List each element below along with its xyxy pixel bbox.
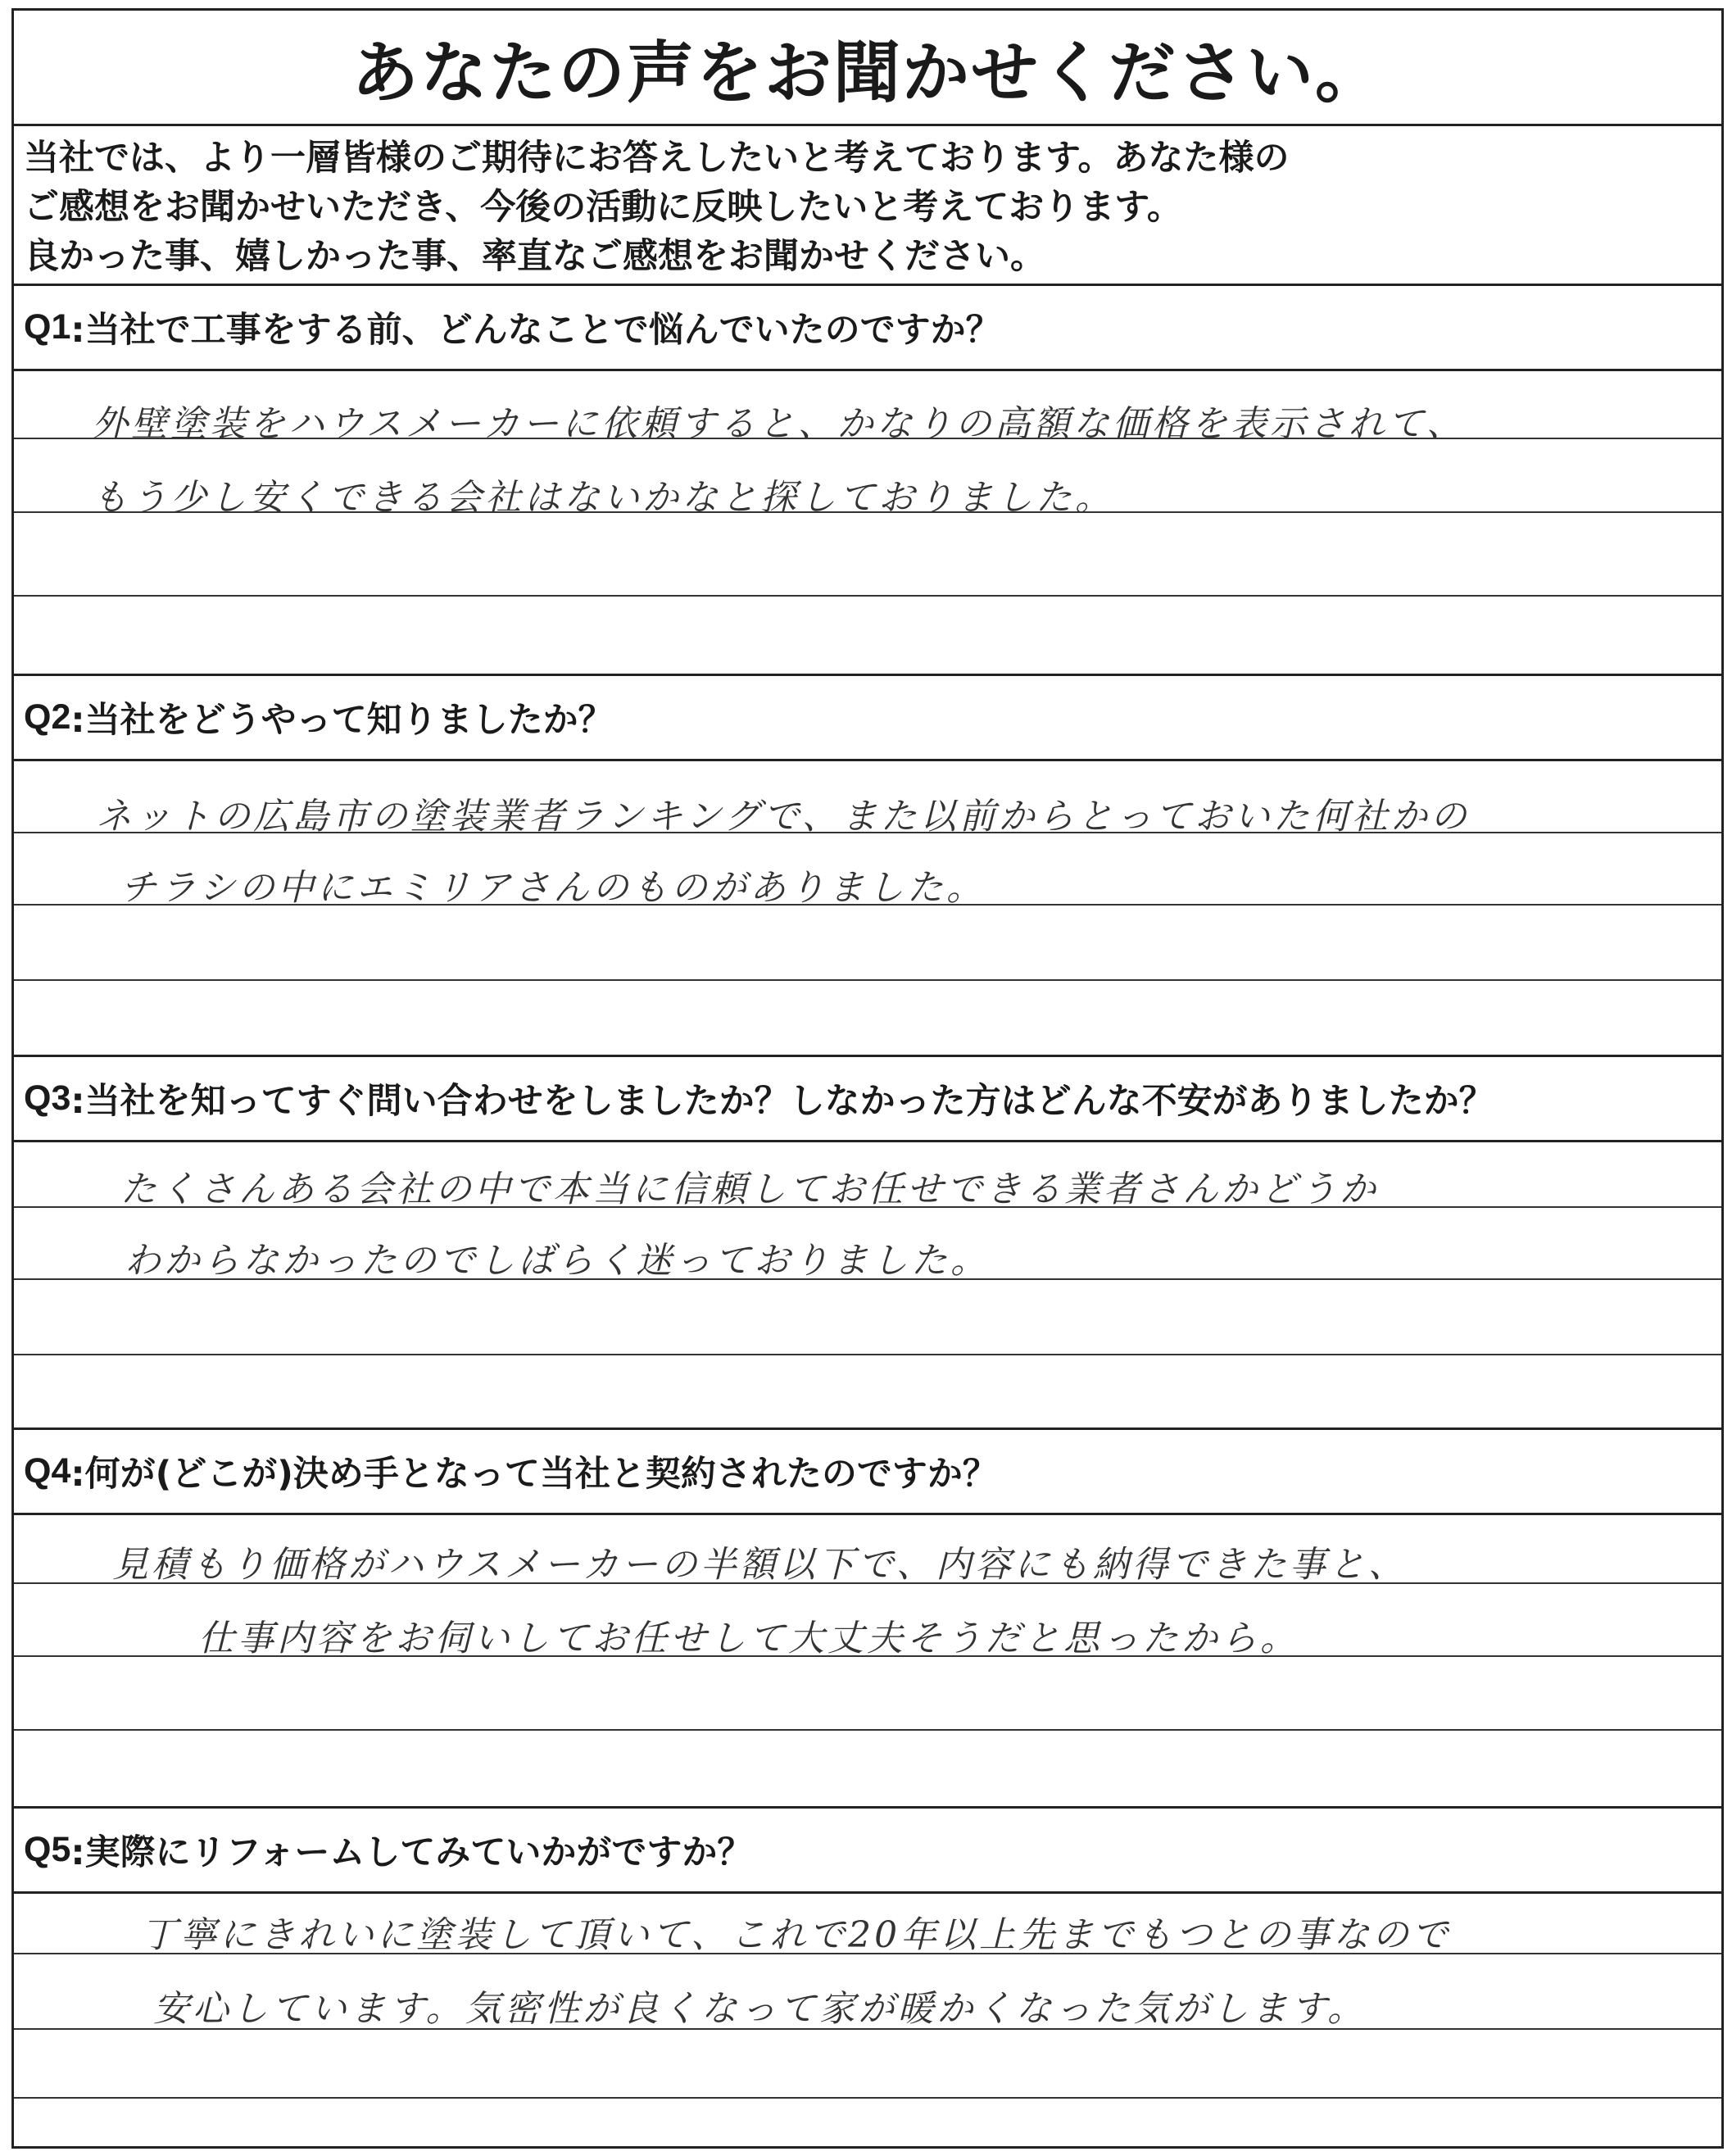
- question-heading: [14, 286, 1721, 371]
- question-text: :何が(どこが)決め手となって当社と契約されたのですか？: [70, 1454, 998, 1495]
- ruled-line: [14, 1354, 1721, 1355]
- question-section-q3: [14, 1057, 1721, 1430]
- question-section-q4: [14, 1430, 1721, 1809]
- handwritten-answer-line: わからなかったのでしばらく迷っておりました。: [125, 1240, 990, 1282]
- ruled-line: [14, 2097, 1721, 2099]
- ruled-line: [14, 1729, 1721, 1731]
- question-heading: [14, 1430, 1721, 1515]
- survey-form: [11, 8, 1724, 2149]
- intro-line: 当社では、より一層皆様のご期待にお答えしたいと考えております。あなた様の: [24, 138, 1290, 179]
- handwritten-answer-line: 見積もり価格がハウスメーカーの半額以下で、内容にも納得できた事と、: [112, 1544, 1408, 1586]
- question-heading: [14, 1057, 1721, 1142]
- ruled-line: [14, 832, 1721, 833]
- handwritten-answer-line: 仕事内容をお伺いしてお任せして大丈夫そうだと思ったから。: [198, 1618, 1299, 1659]
- question-number: Q5: [24, 1830, 71, 1869]
- ruled-line: [14, 1206, 1721, 1208]
- ruled-line: [14, 511, 1721, 513]
- question-heading: [14, 1809, 1721, 1894]
- handwritten-answer-line: ネットの広島市の塗装業者ランキングで、また以前からとっておいた何社かの: [96, 796, 1470, 837]
- ruled-line: [14, 1278, 1721, 1280]
- ruled-line: [14, 1953, 1721, 1954]
- ruled-line: [14, 595, 1721, 597]
- handwritten-answer-line: 外壁塗装をハウスメーカーに依頼すると、かなりの高額な価格を表示されて、: [92, 403, 1466, 445]
- handwritten-answer-line: 丁寧にきれいに塗装して頂いて、これで20年以上先までもつとの事なので: [141, 1914, 1452, 1956]
- handwritten-answer-line: 安心しています。気密性が良くなって家が暖かくなった気がします。: [153, 1988, 1367, 2030]
- question-section-q2: [14, 676, 1721, 1057]
- handwritten-answer-line: もう少し安くできる会社はないかなと探しておりました。: [92, 477, 1114, 519]
- question-heading: [14, 676, 1721, 761]
- ruled-line: [14, 979, 1721, 981]
- ruled-line: [14, 1582, 1721, 1584]
- intro-text: [14, 124, 1721, 286]
- question-text: :実際にリフォームしてみていかがですか？: [70, 1832, 753, 1873]
- intro-line: ご感想をお聞かせいただき、今後の活動に反映したいと考えております。: [24, 187, 1182, 228]
- handwritten-answer-line: チラシの中にエミリアさんのものがありました。: [120, 867, 986, 909]
- ruled-line: [14, 438, 1721, 439]
- ruled-line: [14, 904, 1721, 906]
- question-number: Q1: [24, 307, 71, 347]
- question-number: Q2: [24, 697, 71, 737]
- handwritten-answer-line: たくさんある会社の中で本当に信頼してお任せできる業者さんかどうか: [120, 1169, 1379, 1210]
- ruled-line: [14, 1655, 1721, 1657]
- question-text: :当社で工事をする前、どんなことで悩んでいたのですか？: [70, 310, 1001, 351]
- question-text: :当社を知ってすぐ問い合わせをしましたか？しなかった方はどんな不安がありましたか？: [70, 1081, 1494, 1122]
- intro-line: 良かった事、嬉しかった事、率直なご感想をお聞かせください。: [24, 236, 1045, 277]
- form-title: あなたの声をお聞かせください。: [14, 11, 1721, 126]
- question-section-q5: [14, 1809, 1721, 2149]
- question-number: Q3: [24, 1078, 71, 1118]
- ruled-line: [14, 2028, 1721, 2030]
- question-section-q1: [14, 286, 1721, 676]
- question-number: Q4: [24, 1451, 71, 1491]
- question-text: :当社をどうやって知りましたか？: [70, 700, 614, 741]
